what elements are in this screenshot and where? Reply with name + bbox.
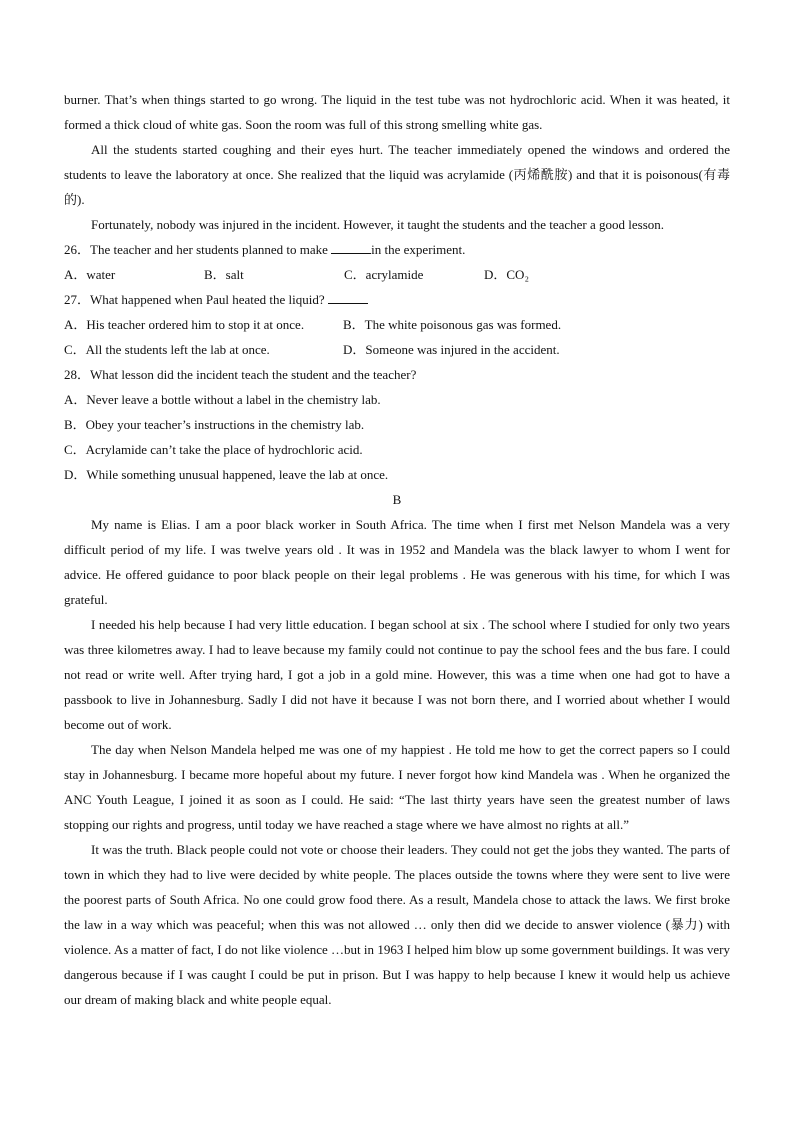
passage-b-paragraph-3: The day when Nelson Mandela helped me was one of my happiest . He told me how to get the correct papers so I could stay in Johannesburg. I became more hopeful about my future. I never forgot how kind Mandela was . When he organized the ANC Youth League, I joined it as soon as I could. He said: “The last thirty years have seen the greatest number of laws stopping our rights and progress, until today we have reached a stage where we have almost no rights at all.” — [64, 742, 730, 832]
passage-b-paragraph-1: My name is Elias. I am a poor black worker in South Africa. The time when I first met Nelson Mandela was a very difficult period of my life. I was twelve years old . It was in 1952 and Mandela was the black lawyer to whom I went for advice. He offered guidance to poor black people on their legal problems . He was generous with his time, for which I was grateful. — [64, 517, 730, 607]
option-a[interactable]: A．His teacher ordered him to stop it at once. — [64, 317, 305, 332]
option-d[interactable]: D．While something unusual happened, leave the lab at once. — [64, 467, 389, 482]
answer-blank[interactable] — [331, 241, 371, 254]
option-d[interactable]: D．Someone was injured in the accident. — [343, 342, 560, 357]
option-a[interactable]: A．Never leave a bottle without a label in the chemistry lab. — [64, 392, 381, 407]
option-b[interactable]: B．salt — [204, 267, 244, 282]
option-b[interactable]: B．Obey your teacher’s instructions in the chemistry lab. — [64, 417, 365, 432]
passage-a-paragraph-3: Fortunately, nobody was injured in the incident. However, it taught the students and the teacher a good lesson. — [91, 217, 665, 232]
passage-b-paragraph-4: It was the truth. Black people could not vote or choose their leaders. They could not get the jobs they wanted. The parts of town in which they had to live were decided by white people. The places outside the towns where they were sent to live were the poorest parts of South Africa. No one could grow food there. As a result, Mandela chose to attack the laws. We first broke the law in a way which was peaceful; when this was not allowed … only then did we decide to answer violence (暴力) with violence. As a matter of fact, I do not like violence …but in 1963 I helped him blow up some government buildings. It was very dangerous because if I was caught I could be put in prison. But I was happy to help because I knew it would help us achieve our dream of making black and white people equal. — [64, 842, 730, 1007]
question-text-end: in the experiment. — [371, 242, 466, 257]
question-number: 28． — [64, 367, 91, 382]
question-stem — [64, 362, 730, 387]
option-a[interactable]: A．water — [64, 267, 116, 282]
question-stem — [64, 237, 730, 262]
passage-b-paragraph-2: I needed his help because I had very little education. I began school at six . The school where I studied for only two years was three kilometres away. I had to leave because my family could not continue to pay the school fees and the bus fare. I could not read or write well. After trying hard, I got a job in a gold mine. However, this was a time when one had got to have a passbook to live in Johannesburg. Sadly I did not have it because I was not born there, and I worried about whether I would become out of work. — [64, 617, 730, 732]
question-number: 26． — [64, 242, 91, 257]
passage-a-paragraph-2: All the students started coughing and their eyes hurt. The teacher immediately opened the windows and ordered the students to leave the laboratory at once. She realized that the liquid was acrylamide (丙烯酰胺) and that it is poisonous(有毒的). — [64, 142, 730, 207]
question-27 — [64, 287, 730, 362]
passage-a-paragraph-1: burner. That’s when things started to go wrong. The liquid in the test tube was not hydrochloric acid. When it was heated, it formed a thick cloud of white gas. Soon the room was full of this strong smelling white gas. — [64, 92, 730, 132]
question-stem — [64, 287, 730, 312]
question-26 — [64, 237, 730, 287]
option-c[interactable]: C．acrylamide — [344, 267, 424, 282]
question-text: What lesson did the incident teach the student and the teacher? — [90, 367, 417, 382]
section-heading: B — [392, 492, 402, 507]
answer-blank[interactable] — [328, 291, 368, 304]
option-row — [64, 337, 730, 362]
option-d[interactable]: D．CO₂ — [484, 267, 529, 282]
option-c[interactable]: C．All the students left the lab at once. — [64, 342, 270, 357]
question-text: What happened when Paul heated the liquid? — [90, 292, 328, 307]
question-number: 27． — [64, 292, 91, 307]
document-page — [64, 87, 730, 1012]
option-row — [64, 262, 730, 287]
option-row — [64, 312, 730, 337]
option-c[interactable]: C．Acrylamide can’t take the place of hydrochloric acid. — [64, 442, 363, 457]
option-b[interactable]: B．The white poisonous gas was formed. — [343, 317, 562, 332]
question-28 — [64, 362, 730, 487]
question-text: The teacher and her students planned to make — [90, 242, 332, 257]
